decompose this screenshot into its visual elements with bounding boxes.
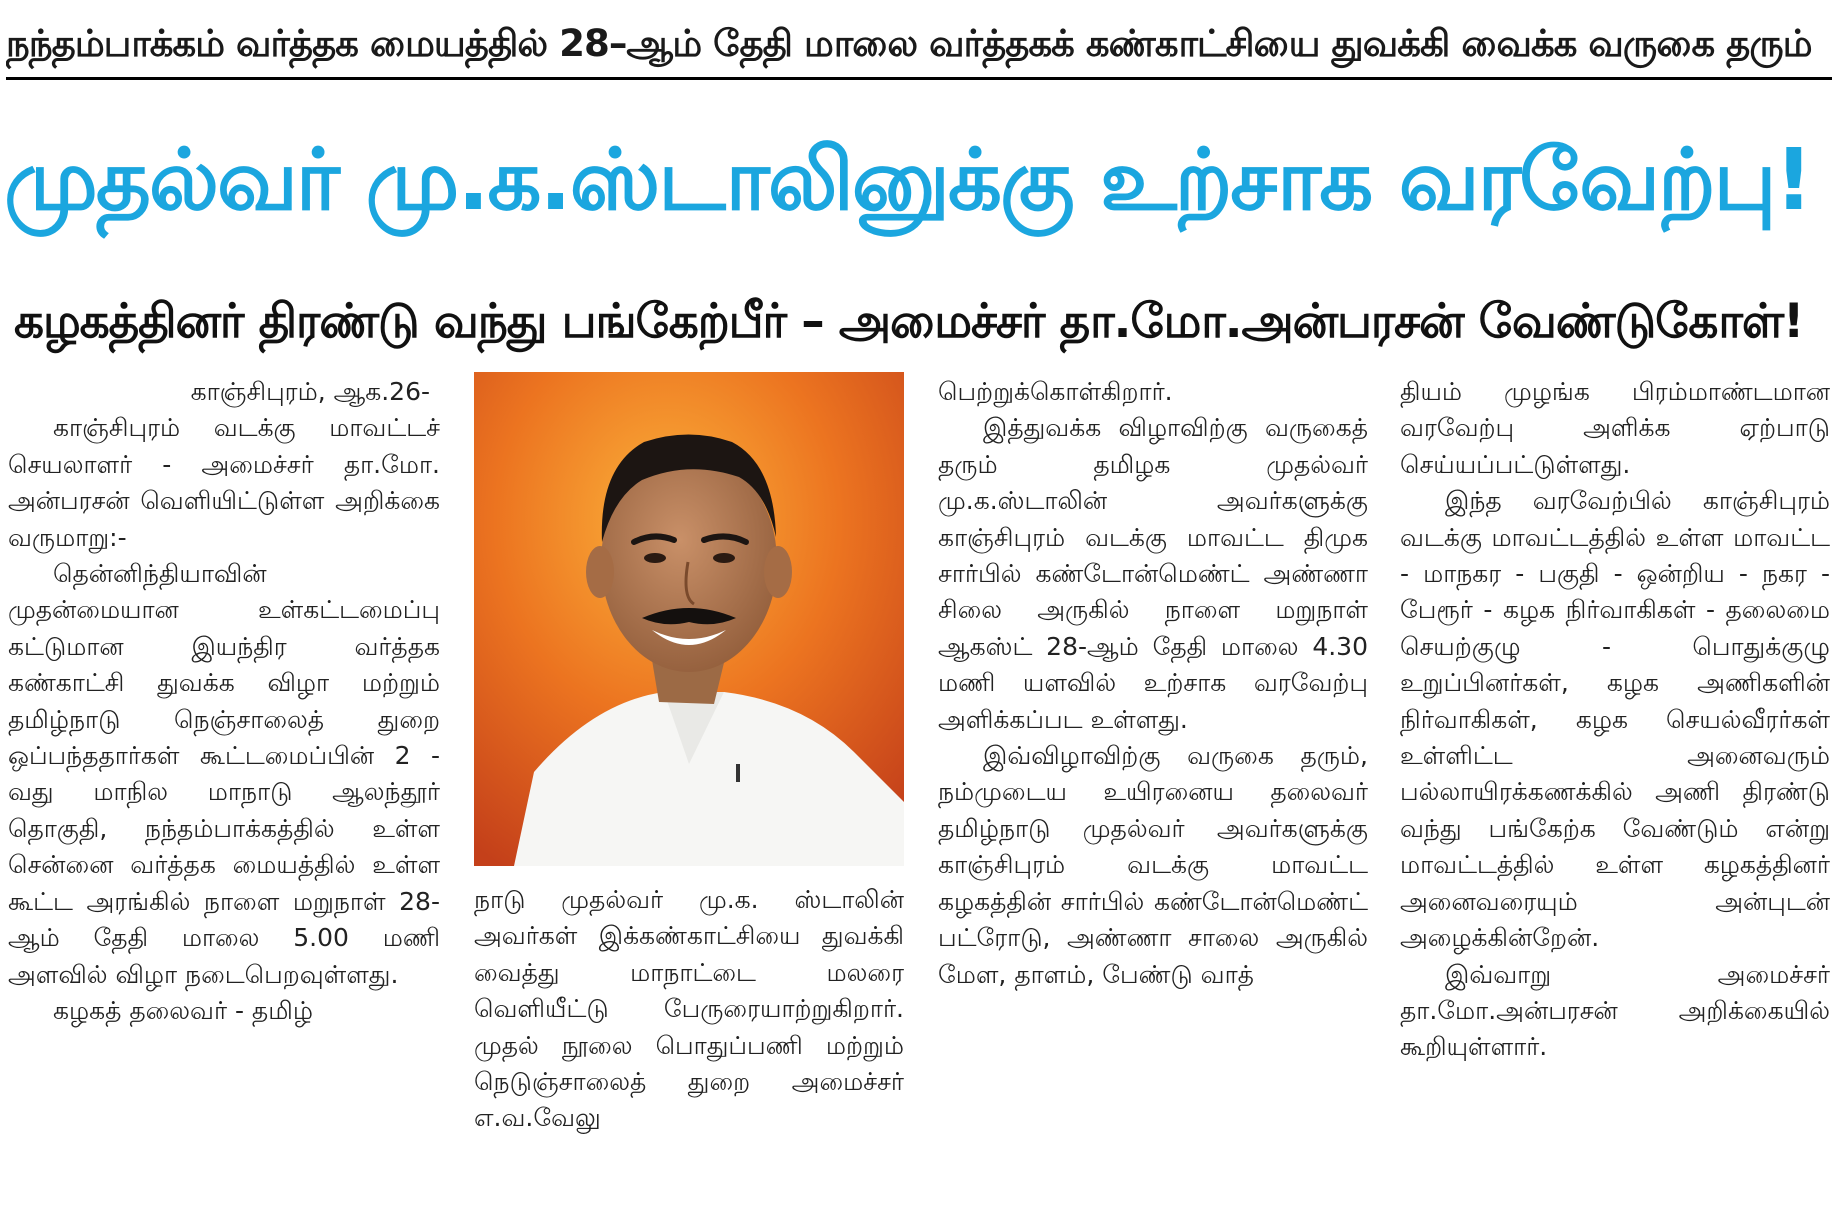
paragraph: கழகத் தலைவர் - தமிழ் (53, 995, 313, 1025)
portrait-illustration (474, 372, 904, 866)
headline: முதல்வர் மு.க.ஸ்டாலினுக்கு உற்சாக வரவேற்பு! (4, 131, 1812, 229)
subheadline: கழகத்தினர் திரண்டு வந்து பங்கேற்பீர் – அமைச்சர் தா.மோ.அன்பரசன் வேண்டுகோள்! (14, 295, 1804, 349)
paragraph: பெற்றுக்கொள்கிறார். (938, 377, 1173, 406)
dateline: காஞ்சிபுரம், ஆக.26- (190, 377, 430, 406)
paragraph: தென்னிந்தியாவின் முதன்மையான உள்கட்டமைப்பு கட்டுமான இயந்திர வர்த்தக கண்காட்சி துவக்க விழா மற்றும் தமிழ்நாடு நெஞ்சாலைத் துறை ஒப்பந்ததார்கள் கூட்டமைப்பின் 2 - வது மாநில மாநாடு ஆலந்தூர் தொகுதி, நந்தம்பாக்கத்தில் உள்ள சென்னை வர்த்தக மையத்தில் உள்ள கூட்ட அரங்கில் நாளை மறுநாள் 28-ஆம் தேதி மாலை 5.00 மணி அளவில் விழா நடைபெறவுள்ளது. (8, 559, 440, 989)
kicker-line: நந்தம்பாக்கம் வர்த்தக மையத்தில் 28–ஆம் தேதி மாலை வர்த்தகக் கண்காட்சியை துவக்கி வைக்க வருகை தரும் (6, 8, 1832, 80)
paragraph: இந்த வரவேற்பில் காஞ்சிபுரம் வடக்கு மாவட்டத்தில் உள்ள மாவட்ட - மாநகர - பகுதி - ஒன்றிய - நகர - பேரூர் - கழக நிர்வாகிகள் - தலைமை செயற்குழு - பொதுக்குழு உறுப்பினர்கள், கழக அணிகளின் நிர்வாகிகள், கழக செயல்வீரர்கள் உள்ளிட்ட அனைவரும் பல்லாயிரக்கணக்கில் அணி திரண்டு வந்து பங்கேற்க வேண்டும் என்று மாவட்டத்தில் உள்ள கழகத்தினர் அனைவரையும் அன்புடன் அழைக்கின்றேன். (1400, 486, 1830, 953)
paragraph: இத்துவக்க விழாவிற்கு வருகைத் தரும் தமிழக முதல்வர் மு.க.ஸ்டாலின் அவர்களுக்கு காஞ்சிபுரம் வடக்கு மாவட்ட திமுக சார்பில் கண்டோன்மெண்ட் அண்ணா சிலை அருகில் நாளை மறுநாள் ஆகஸ்ட் 28-ஆம் தேதி மாலை 4.30 மணி யளவில் உற்சாக வரவேற்பு அளிக்கப்பட உள்ளது. (938, 413, 1368, 734)
article-column-4 (1400, 374, 1830, 1218)
paragraph: காஞ்சிபுரம் வடக்கு மாவட்டச் செயலாளர் - அமைச்சர் தா.மோ. அன்பரசன் வெளியிட்டுள்ள அறிக்கை வருமாறு:- (8, 413, 440, 552)
minister-photo (474, 372, 904, 866)
article-column-3 (938, 374, 1368, 1218)
paragraph: இவ்விழாவிற்கு வருகை தரும், நம்முடைய உயிரனைய தலைவர் தமிழ்நாடு முதல்வர் அவர்களுக்கு காஞ்சிபுரம் வடக்கு மாவட்ட கழகத்தின் சார்பில் கண்டோன்மெண்ட் பட்ரோடு, அண்ணா சாலை அருகில் மேள, தாளம், பேண்டு வாத் (938, 741, 1368, 989)
paragraph: தியம் முழங்க பிரம்மாண்டமான வரவேற்பு அளிக்க ஏற்பாடு செய்யப்பட்டுள்ளது. (1400, 377, 1830, 479)
article-column-2 (474, 882, 904, 1218)
article-column-1 (8, 374, 440, 1218)
paragraph: இவ்வாறு அமைச்சர் தா.மோ.அன்பரசன் அறிக்கையில் கூறியுள்ளார். (1400, 959, 1830, 1062)
paragraph: நாடு முதல்வர் மு.க. ஸ்டாலின் அவர்கள் இக்கண்காட்சியை துவக்கி வைத்து மாநாட்டை மலரை வெளியீட்டு பேருரையாற்றுகிறார். முதல் நூலை பொதுப்பணி மற்றும் நெடுஞ்சாலைத் துறை அமைச்சர் எ.வ.வேலு (474, 885, 904, 1133)
